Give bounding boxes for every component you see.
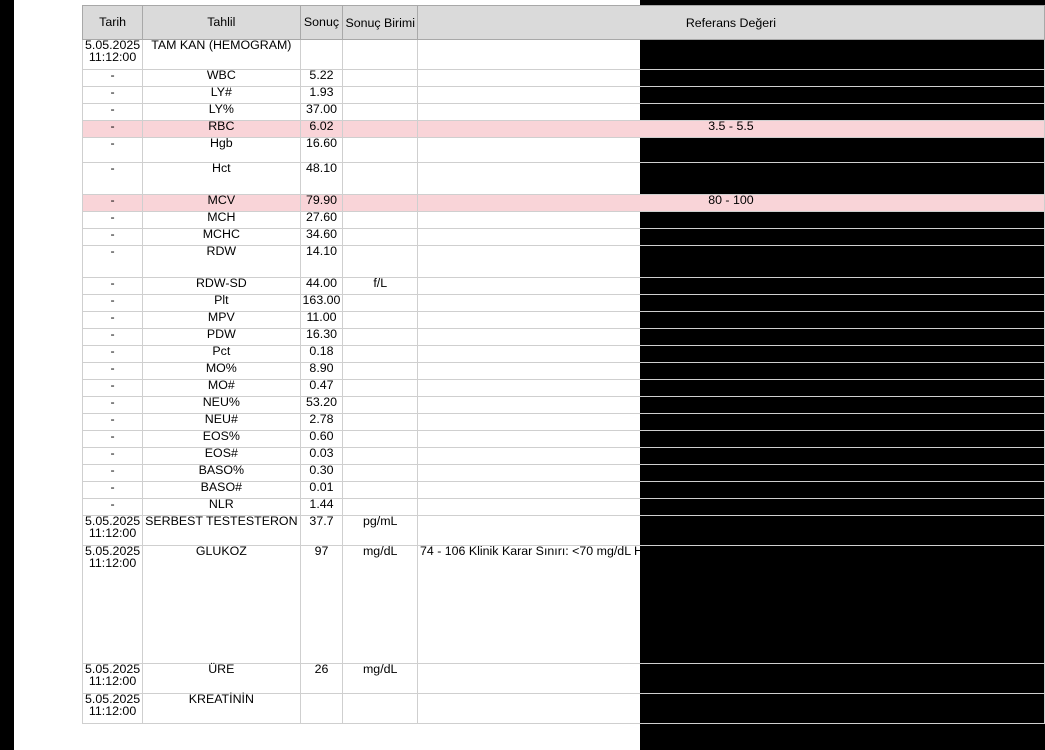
hemogram-group-row: [83, 40, 1045, 70]
test-name: GLUKOZ: [143, 546, 300, 664]
result-value: 37.00: [300, 104, 343, 121]
time-text: 11:12:00: [88, 525, 137, 540]
result-unit: f/L: [343, 278, 418, 295]
test-name: BASO#: [143, 482, 300, 499]
reference-range: 0 - 0.1: [417, 482, 1044, 499]
date-cell: [83, 664, 143, 694]
date-text: 5.05.2025: [85, 692, 141, 706]
result-value: 1.44: [300, 499, 343, 516]
empty-cell: [300, 694, 343, 724]
reference-range: 0.1 - 0.4: [417, 346, 1044, 363]
table-row: [83, 229, 1045, 246]
test-name: MO%: [143, 363, 300, 380]
reference-range: 32 - 36: [417, 229, 1044, 246]
date-cell: [83, 694, 143, 724]
result-unit: [343, 295, 418, 312]
result-unit: [343, 87, 418, 104]
test-name: KREATİNİN: [143, 694, 300, 724]
result-value: 14.10: [300, 246, 343, 278]
result-value: 37.7: [300, 516, 343, 546]
test-name: EOS%: [143, 431, 300, 448]
reference-range: 35 - 56: [417, 278, 1044, 295]
date-cell: -: [83, 363, 143, 380]
result-value: 0.47: [300, 380, 343, 397]
lab-results-table: [82, 5, 1045, 724]
test-name: Pct: [143, 346, 300, 363]
date-cell: -: [83, 138, 143, 163]
reference-range: 20 - 40: [417, 104, 1044, 121]
date-cell: -: [83, 278, 143, 295]
date-cell: [83, 516, 143, 546]
reference-range: 0.5 - 5: [417, 431, 1044, 448]
table-row: [83, 329, 1045, 346]
result-unit: [343, 138, 418, 163]
test-name: Hct: [143, 163, 300, 195]
test-name: ÜRE: [143, 664, 300, 694]
test-name: MCH: [143, 212, 300, 229]
date-cell: -: [83, 163, 143, 195]
result-value: 8.90: [300, 363, 343, 380]
test-name: MCHC: [143, 229, 300, 246]
result-unit: mg/dL: [343, 546, 418, 664]
test-name: BASO%: [143, 465, 300, 482]
test-name: EOS#: [143, 448, 300, 465]
result-value: 97: [300, 546, 343, 664]
reference-range: 32 - 54: [417, 163, 1044, 195]
reference-range: 2 - 7: [417, 414, 1044, 431]
result-value: 27.60: [300, 212, 343, 229]
header-tarih: Tarih: [83, 6, 143, 40]
result-value: 48.10: [300, 163, 343, 195]
result-unit: [343, 229, 418, 246]
date-cell: -: [83, 212, 143, 229]
date-cell: -: [83, 312, 143, 329]
result-value: 16.30: [300, 329, 343, 346]
date-cell: -: [83, 121, 143, 138]
result-value: 1.93: [300, 87, 343, 104]
reference-range: 15 - 17: [417, 329, 1044, 346]
date-cell: -: [83, 465, 143, 482]
lab-report-sheet: [14, 0, 1042, 750]
date-cell: [83, 546, 143, 664]
table-row: [83, 414, 1045, 431]
result-unit: [343, 414, 418, 431]
table-row: [83, 246, 1045, 278]
date-cell: -: [83, 414, 143, 431]
test-name: SERBEST TESTESTERON: [143, 516, 300, 546]
result-value: 163.00: [300, 295, 343, 312]
result-value: 11.00: [300, 312, 343, 329]
table-header-row: [83, 6, 1045, 40]
result-value: 0.60: [300, 431, 343, 448]
result-value: 2.78: [300, 414, 343, 431]
reference-range: 0.12 - 1.2: [417, 380, 1044, 397]
table-row: [83, 163, 1045, 195]
result-unit: mg/dL: [343, 664, 418, 694]
test-name: NLR: [143, 499, 300, 516]
reference-range: 50 - 70: [417, 397, 1044, 414]
time-text: 11:12:00: [88, 673, 137, 688]
kreatinin-row: [83, 694, 1045, 724]
result-value: 26: [300, 664, 343, 694]
test-name: WBC: [143, 70, 300, 87]
result-unit: pg/mL: [343, 516, 418, 546]
result-value: 53.20: [300, 397, 343, 414]
date-cell: -: [83, 195, 143, 212]
ure-row: [83, 664, 1045, 694]
test-name: Hgb: [143, 138, 300, 163]
table-row: [83, 380, 1045, 397]
result-value: 0.01: [300, 482, 343, 499]
result-value: 0.03: [300, 448, 343, 465]
test-name: Plt: [143, 295, 300, 312]
reference-range: 0.0 - 3.13: [417, 499, 1044, 516]
table-row: [83, 448, 1045, 465]
result-unit: [343, 121, 418, 138]
test-name: MO#: [143, 380, 300, 397]
table-row: [83, 278, 1045, 295]
table-row: [83, 312, 1045, 329]
reference-range: 11 - 18: [417, 138, 1044, 163]
cbc-rows: [83, 70, 1045, 516]
table-row: [83, 363, 1045, 380]
table-row: [83, 121, 1045, 138]
empty-cell: [417, 40, 1044, 70]
result-value: 6.02: [300, 121, 343, 138]
table-row: [83, 70, 1045, 87]
date-cell: [83, 40, 143, 70]
test-name: RBC: [143, 121, 300, 138]
table-row: [83, 212, 1045, 229]
table-row: [83, 346, 1045, 363]
date-text: 5.05.2025: [85, 38, 141, 52]
date-text: 5.05.2025: [85, 544, 141, 558]
date-cell: -: [83, 70, 143, 87]
result-value: 0.18: [300, 346, 343, 363]
serbest-testesteron-row: [83, 516, 1045, 546]
result-value: 5.22: [300, 70, 343, 87]
result-value: 0.30: [300, 465, 343, 482]
date-cell: -: [83, 380, 143, 397]
reference-range: 3.5 - 5.5: [417, 121, 1044, 138]
reference-range: 15 - 50: [417, 516, 1044, 546]
test-name: MPV: [143, 312, 300, 329]
result-unit: [343, 195, 418, 212]
reference-range: 16.6 - 48.5: [417, 664, 1044, 694]
test-name: NEU#: [143, 414, 300, 431]
test-name: MCV: [143, 195, 300, 212]
test-name: RDW: [143, 246, 300, 278]
date-cell: -: [83, 431, 143, 448]
reference-range: 11 - 16: [417, 246, 1044, 278]
result-value: 44.00: [300, 278, 343, 295]
time-text: 11:12:00: [88, 49, 137, 64]
reference-range: 80 - 100: [417, 195, 1044, 212]
table-row: [83, 431, 1045, 448]
date-cell: -: [83, 329, 143, 346]
result-value: 16.60: [300, 138, 343, 163]
result-unit: [343, 346, 418, 363]
table-row: [83, 195, 1045, 212]
result-unit: [343, 380, 418, 397]
reference-range: 6.5 - 12: [417, 312, 1044, 329]
time-text: 11:12:00: [88, 703, 137, 718]
result-unit: [343, 397, 418, 414]
glukoz-row: [83, 546, 1045, 664]
time-text: 11:12:00: [88, 555, 137, 570]
reference-range: 0.8 - 4: [417, 87, 1044, 104]
reference-range: 3 - 12: [417, 363, 1044, 380]
empty-cell: [300, 40, 343, 70]
table-row: [83, 465, 1045, 482]
result-unit: [343, 212, 418, 229]
result-unit: [343, 363, 418, 380]
date-cell: -: [83, 482, 143, 499]
result-unit: [343, 431, 418, 448]
empty-cell: [343, 40, 418, 70]
table-row: [83, 482, 1045, 499]
reference-range: 27 - 34: [417, 212, 1044, 229]
table-row: [83, 138, 1045, 163]
header-tahlil: Tahlil: [143, 6, 300, 40]
result-unit: [343, 329, 418, 346]
test-name: NEU%: [143, 397, 300, 414]
header-sonuc-birimi: Sonuç Birimi: [343, 6, 418, 40]
header-sonuc: Sonuç: [300, 6, 343, 40]
date-text: 5.05.2025: [85, 514, 141, 528]
result-unit: [343, 482, 418, 499]
date-cell: -: [83, 295, 143, 312]
result-value: 34.60: [300, 229, 343, 246]
header-referans-degeri: Referans Değeri: [417, 6, 1044, 40]
result-value: 79.90: [300, 195, 343, 212]
date-cell: -: [83, 346, 143, 363]
table-row: [83, 87, 1045, 104]
table-row: [83, 104, 1045, 121]
result-unit: [343, 246, 418, 278]
table-row: [83, 397, 1045, 414]
test-name: RDW-SD: [143, 278, 300, 295]
result-unit: [343, 312, 418, 329]
date-cell: -: [83, 448, 143, 465]
test-name: PDW: [143, 329, 300, 346]
reference-range: 74 - 106 Klinik Karar Sınırı: <70 mg/dL Hipoglisemi, 100-125 mg/dL Bozulmuş açlık glukozu, >126 mg/dL Diyabet.: [417, 546, 1044, 664]
test-name: LY#: [143, 87, 300, 104]
table-row: [83, 499, 1045, 516]
reference-range: 0 - 1: [417, 465, 1044, 482]
result-unit: [343, 465, 418, 482]
result-unit: [343, 499, 418, 516]
reference-range: 4 - 10: [417, 70, 1044, 87]
date-cell: -: [83, 499, 143, 516]
test-name: LY%: [143, 104, 300, 121]
date-cell: -: [83, 104, 143, 121]
table-row: [83, 295, 1045, 312]
date-cell: -: [83, 87, 143, 104]
result-unit: [343, 163, 418, 195]
reference-range: 100 - 400: [417, 295, 1044, 312]
empty-cell: [417, 694, 1044, 724]
empty-cell: [343, 694, 418, 724]
date-cell: -: [83, 246, 143, 278]
result-unit: [343, 448, 418, 465]
reference-range: 0.02 - 0.50: [417, 448, 1044, 465]
test-group-title: TAM KAN (HEMOGRAM): [143, 40, 300, 70]
date-cell: -: [83, 229, 143, 246]
result-unit: [343, 70, 418, 87]
date-text: 5.05.2025: [85, 662, 141, 676]
result-unit: [343, 104, 418, 121]
date-cell: -: [83, 397, 143, 414]
